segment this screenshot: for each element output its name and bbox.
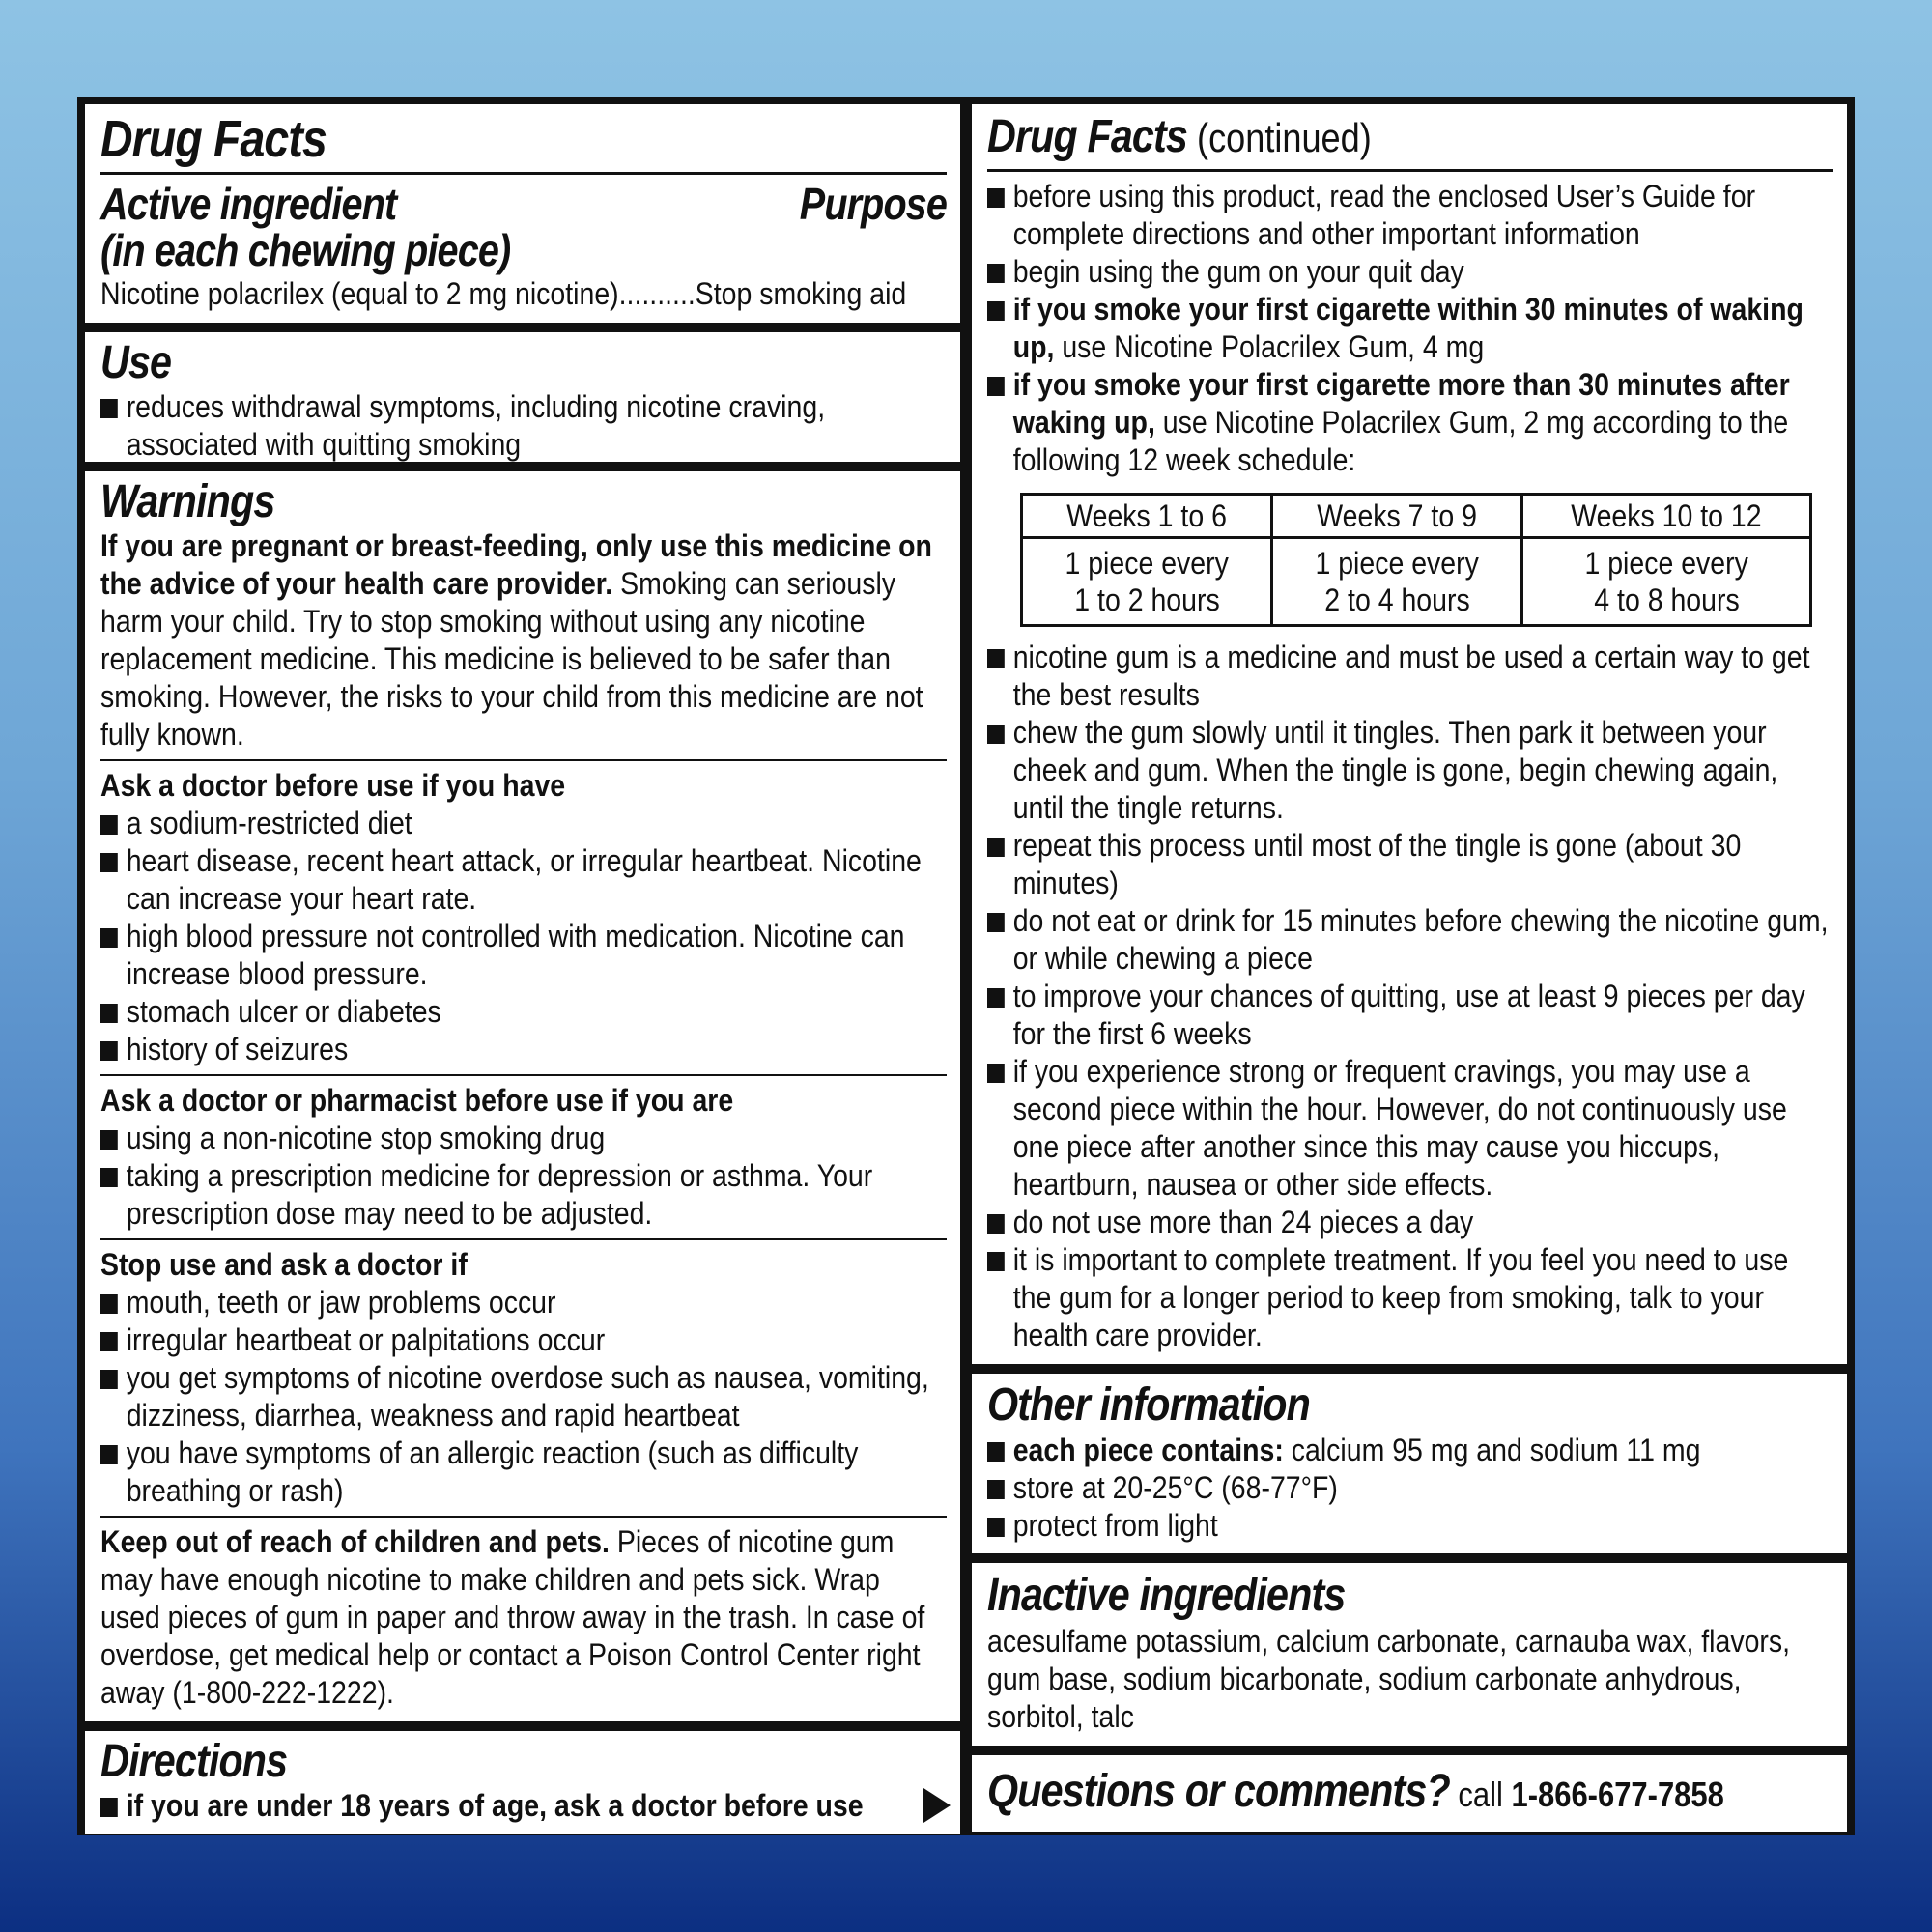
use-list [100, 388, 947, 464]
other-information-section [972, 1374, 1847, 1553]
divider [100, 1074, 947, 1076]
list-item: history of seizures [100, 1031, 944, 1068]
list-item: do not use more than 24 pieces a day [987, 1204, 1831, 1241]
stop-use-heading: Stop use and ask a doctor if [100, 1247, 468, 1282]
list-item: stomach ulcer or diabetes [100, 993, 944, 1031]
table-row [1022, 538, 1811, 626]
left-column [85, 104, 960, 1828]
list-item: using a non-nicotine stop smoking drug [100, 1120, 944, 1157]
use-heading: Use [100, 337, 172, 388]
ask-pharmacist-heading: Ask a doctor or pharmacist before use if you are [100, 1083, 734, 1118]
other-information-heading: Other information [987, 1379, 1310, 1431]
list-item: if you smoke your first cigarette more than 30 minutes after waking up, use Nicotine Polacrilex Gum, 2 mg according to the following 12 week schedule: [987, 366, 1831, 479]
list-item: to improve your chances of quitting, use at least 9 pieces per day for the first 6 weeks [987, 978, 1831, 1053]
directions-continued-section [972, 104, 1847, 1364]
list-item: protect from light [987, 1507, 1831, 1545]
list-item: if you smoke your first cigarette within 30 minutes of waking up, use Nicotine Polacrilex Gum, 4 mg [987, 291, 1831, 366]
directions-list [100, 1787, 947, 1825]
list-item: store at 20-25°C (68-77°F) [987, 1469, 1831, 1507]
stop-use-list [100, 1284, 947, 1510]
continue-arrow-icon [923, 1788, 951, 1823]
divider [100, 1238, 947, 1240]
list-item: if you are under 18 years of age, ask a doctor before use [100, 1787, 944, 1825]
table-header-cell: Weeks 7 to 9 [1272, 495, 1522, 538]
list-item: each piece contains: calcium 95 mg and sodium 11 mg [987, 1432, 1831, 1469]
use-section [85, 332, 960, 462]
right-column [972, 104, 1847, 1828]
list-item: irregular heartbeat or palpitations occur [100, 1321, 944, 1359]
directions-heading: Directions [100, 1736, 288, 1787]
table-cell: 1 piece every 1 to 2 hours [1022, 538, 1272, 626]
divider [100, 1516, 947, 1518]
table-header-cell: Weeks 10 to 12 [1522, 495, 1811, 538]
list-item: repeat this process until most of the tingle is gone (about 30 minutes) [987, 827, 1831, 902]
ask-doctor-list [100, 805, 947, 1068]
list-item: chew the gum slowly until it tingles. Then park it between your cheek and gum. When the tingle is gone, begin chewing again, until the tingle returns. [987, 714, 1831, 827]
drug-facts-panel [77, 97, 1855, 1835]
list-item: taking a prescription medicine for depression or asthma. Your prescription dose may need to be adjusted. [100, 1157, 944, 1233]
table-row [1022, 495, 1811, 538]
directions-section [85, 1731, 960, 1834]
other-information-list [987, 1432, 1833, 1545]
list-item: nicotine gum is a medicine and must be used a certain way to get the best results [987, 639, 1831, 714]
list-item: it is important to complete treatment. If you feel you need to use the gum for a longer period to keep from smoking, talk to your health care provider. [987, 1241, 1831, 1354]
list-item: begin using the gum on your quit day [987, 253, 1831, 291]
warnings-section [85, 471, 960, 1721]
list-item: you get symptoms of nicotine overdose such as nausea, vomiting, dizziness, diarrhea, weakness and rapid heartbeat [100, 1359, 944, 1435]
list-item: if you experience strong or frequent cravings, you may use a second piece within the hour. However, do not continuously use one piece after another since this may cause you hiccups, heartburn, nausea or other side effects. [987, 1053, 1831, 1204]
list-item: a sodium-restricted diet [100, 805, 944, 842]
warnings-heading: Warnings [100, 476, 275, 527]
keep-out-of-reach-warning: Keep out of reach of children and pets. Pieces of nicotine gum may have enough nicotine to make children and pets sick. Wrap used pieces of gum in paper and throw away in the trash. In case of overdose, get medical help or contact a Poison Control Center right away (1-800-222-1222). [100, 1524, 925, 1710]
list-item: heart disease, recent heart attack, or irregular heartbeat. Nicotine can increase your heart rate. [100, 842, 944, 918]
questions-line: Questions or comments? call 1-866-677-7858 [987, 1766, 1724, 1817]
active-ingredient-subheading: (in each chewing piece) [100, 225, 511, 275]
ask-doctor-heading: Ask a doctor before use if you have [100, 768, 566, 803]
inactive-ingredients-text: acesulfame potassium, calcium carbonate, carnauba wax, flavors, gum base, sodium bicarbonate, sodium carbonate anhydrous, sorbitol, talc [987, 1624, 1791, 1734]
drug-facts-title: Drug Facts [100, 110, 327, 168]
table-cell: 1 piece every 4 to 8 hours [1522, 538, 1811, 626]
divider [100, 759, 947, 761]
list-item: high blood pressure not controlled with medication. Nicotine can increase blood pressure. [100, 918, 944, 993]
pregnancy-warning: If you are pregnant or breast-feeding, only use this medicine on the advice of your health care provider. Smoking can seriously harm your child. Try to stop smoking without using any nicotine replacement medicine. This medicine is believed to be safer than smoking. However, the risks to your child from this medicine are not fully known. [100, 528, 932, 752]
active-ingredient-line: Nicotine polacrilex (equal to 2 mg nicotine)..........Stop smoking aid [100, 276, 907, 311]
active-ingredient-header [100, 181, 947, 273]
list-item: reduces withdrawal symptoms, including nicotine craving, associated with quitting smoking [100, 388, 944, 464]
table-header-cell: Weeks 1 to 6 [1022, 495, 1272, 538]
directions-list [987, 178, 1833, 479]
dosing-schedule-table [1020, 493, 1812, 627]
divider [987, 169, 1833, 172]
list-item: you have symptoms of an allergic reaction (such as difficulty breathing or rash) [100, 1435, 944, 1510]
directions-list-continued [987, 639, 1833, 1354]
divider [100, 172, 947, 175]
inactive-ingredients-heading: Inactive ingredients [987, 1570, 1346, 1621]
list-item: before using this product, read the enclosed User’s Guide for complete directions and other important information [987, 178, 1831, 253]
list-item: mouth, teeth or jaw problems occur [100, 1284, 944, 1321]
purpose-heading: Purpose [799, 179, 947, 229]
inactive-ingredients-section [972, 1563, 1847, 1746]
active-ingredient-heading: Active ingredient [100, 179, 397, 229]
list-item: do not eat or drink for 15 minutes before chewing the nicotine gum, or while chewing a piece [987, 902, 1831, 978]
active-ingredient-section [85, 104, 960, 323]
questions-section [972, 1755, 1847, 1832]
table-cell: 1 piece every 2 to 4 hours [1272, 538, 1522, 626]
drug-facts-continued-title: Drug Facts (continued) [987, 111, 1372, 162]
phone-number: 1-866-677-7858 [1511, 1775, 1724, 1814]
ask-pharmacist-list [100, 1120, 947, 1233]
